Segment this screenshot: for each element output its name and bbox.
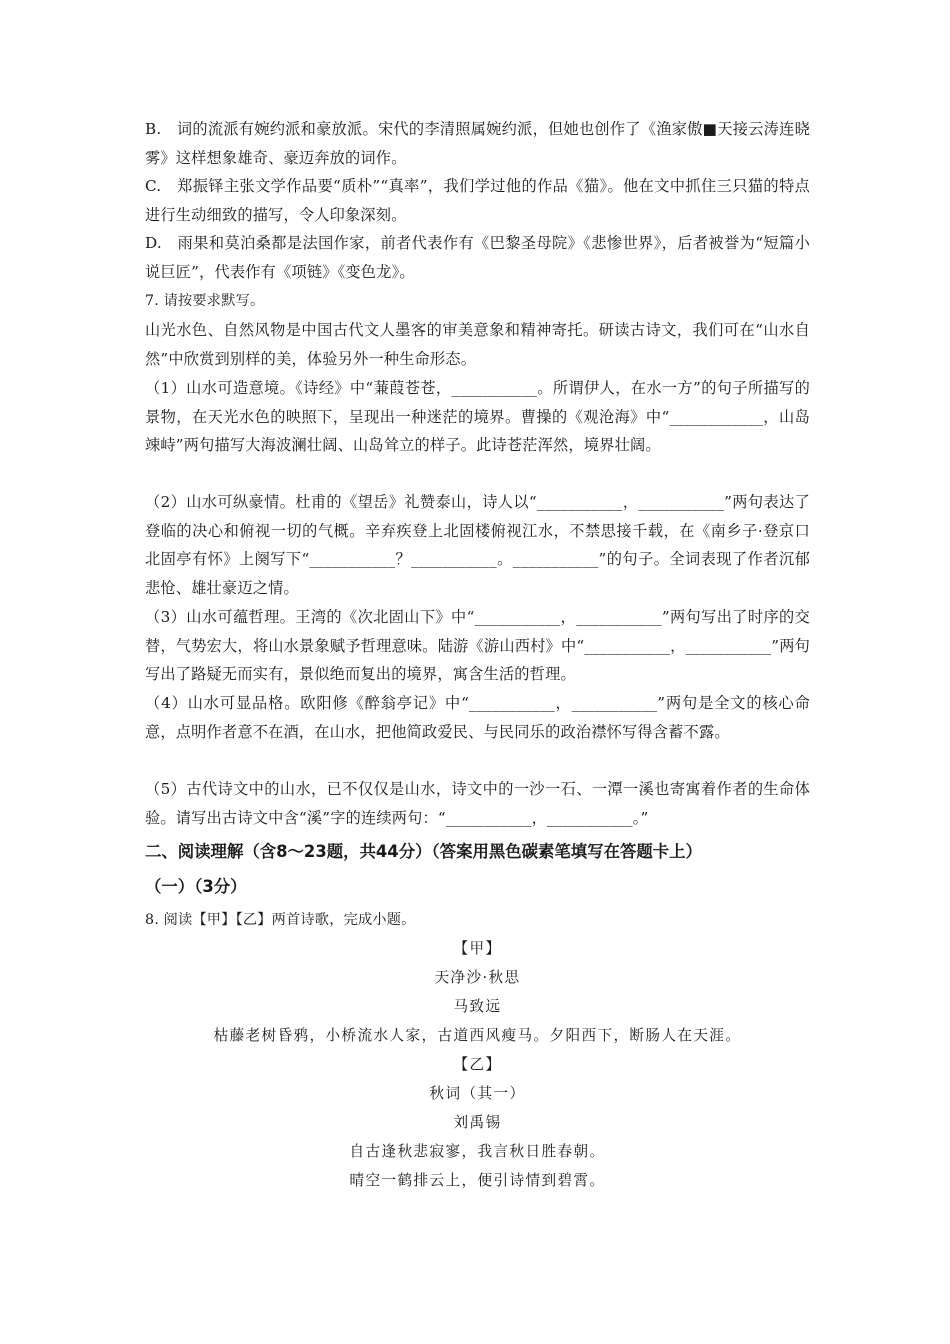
section-2-subheading: （一）（3分） [145, 877, 247, 896]
poem-yi-label: 【乙】 [453, 1056, 502, 1073]
option-d: D. 雨果和莫泊桑都是法国作家，前者代表作有《巴黎圣母院》《悲惨世界》，后者被誉为“短篇小说巨匠”，代表作有《项链》《变色龙》。 [145, 234, 810, 281]
option-b: B. 词的流派有婉约派和豪放派。宋代的李清照属婉约派，但她也创作了《渔家傲■天接云涛连晓雾》这样想象雄奇、豪迈奔放的词作。 [145, 120, 810, 167]
poem-jia-label: 【甲】 [453, 940, 502, 957]
question-7-intro: 山光水色、自然风物是中国古代文人墨客的审美意象和精神寄托。研读古诗文，我们可在“山水自然”中欣赏到别样的美，体验另外一种生命形态。 [145, 321, 810, 368]
question-7-item-1: （1）山水可造意境。《诗经》中“蒹葭苍苍，___________。所谓伊人，在水一方”的句子所描写的景物，在天光水色的映照下，呈现出一种迷茫的境界。曹操的《观沧海》中“____________，山岛竦峙”两句描写大海波澜壮阔、山岛耸立的样子。此诗苍茫浑然，境界壮阔。 [145, 379, 810, 455]
poem-jia-text: 枯藤老树昏鸦，小桥流水人家，古道西风瘦马。夕阳西下，断肠人在天涯。 [213, 1027, 742, 1044]
question-7-item-3: （3）山水可蕴哲理。王湾的《次北固山下》中“___________，___________”两句写出了时序的交替，气势宏大，将山水景象赋予哲理意味。陆游《游山西村》中“___________，___________”两句写出了路疑无而实有，景似绝而复出的境界，寓含生活的哲理。 [145, 608, 810, 684]
section-2-heading: 二、阅读理解（含8～23题，共44分）（答案用黑色碳素笔填写在答题卡上） [145, 842, 702, 861]
question-7-item-4: （4）山水可显品格。欧阳修《醉翁亭记》中“___________，___________”两句是全文的核心命意，点明作者意不在酒，在山水，把他简政爱民、与民同乐的政治襟怀写得含蓄不露。 [145, 694, 810, 741]
question-7-title: 7. 请按要求默写。 [145, 293, 265, 309]
option-c: C. 郑振铎主张文学作品要“质朴”“真率”，我们学过他的作品《猫》。他在文中抓住三只猫的特点进行生动细致的描写，令人印象深刻。 [145, 177, 810, 224]
question-8-title: 8. 阅读【甲】【乙】两首诗歌，完成小题。 [145, 912, 416, 928]
question-7-item-2: （2）山水可纵豪情。杜甫的《望岳》礼赞泰山，诗人以“___________，___________”两句表达了登临的决心和俯视一切的气概。辛弃疾登上北固楼俯视江水，不禁思接千载，在《南乡子·登京口北固亭有怀》上阕写下“___________？___________。___________”的句子。全词表现了作者沉郁悲怆、雄壮豪迈之情。 [145, 493, 810, 597]
poem-jia-author: 马致远 [453, 998, 502, 1015]
poem-yi-line-1: 自古逢秋悲寂寥，我言秋日胜春朝。 [349, 1143, 606, 1160]
poem-yi-author: 刘禹锡 [453, 1114, 502, 1131]
poem-yi-line-2: 晴空一鹤排云上，便引诗情到碧霄。 [349, 1172, 606, 1189]
poem-yi-title: 秋词（其一） [429, 1085, 526, 1102]
poem-jia-title: 天净沙·秋思 [434, 969, 521, 986]
question-7-item-5: （5）古代诗文中的山水，已不仅仅是山水，诗文中的一沙一石、一潭一溪也寄寓着作者的生命体验。请写出古诗文中含“溪”字的连续两句：“___________，___________。” [145, 780, 810, 827]
